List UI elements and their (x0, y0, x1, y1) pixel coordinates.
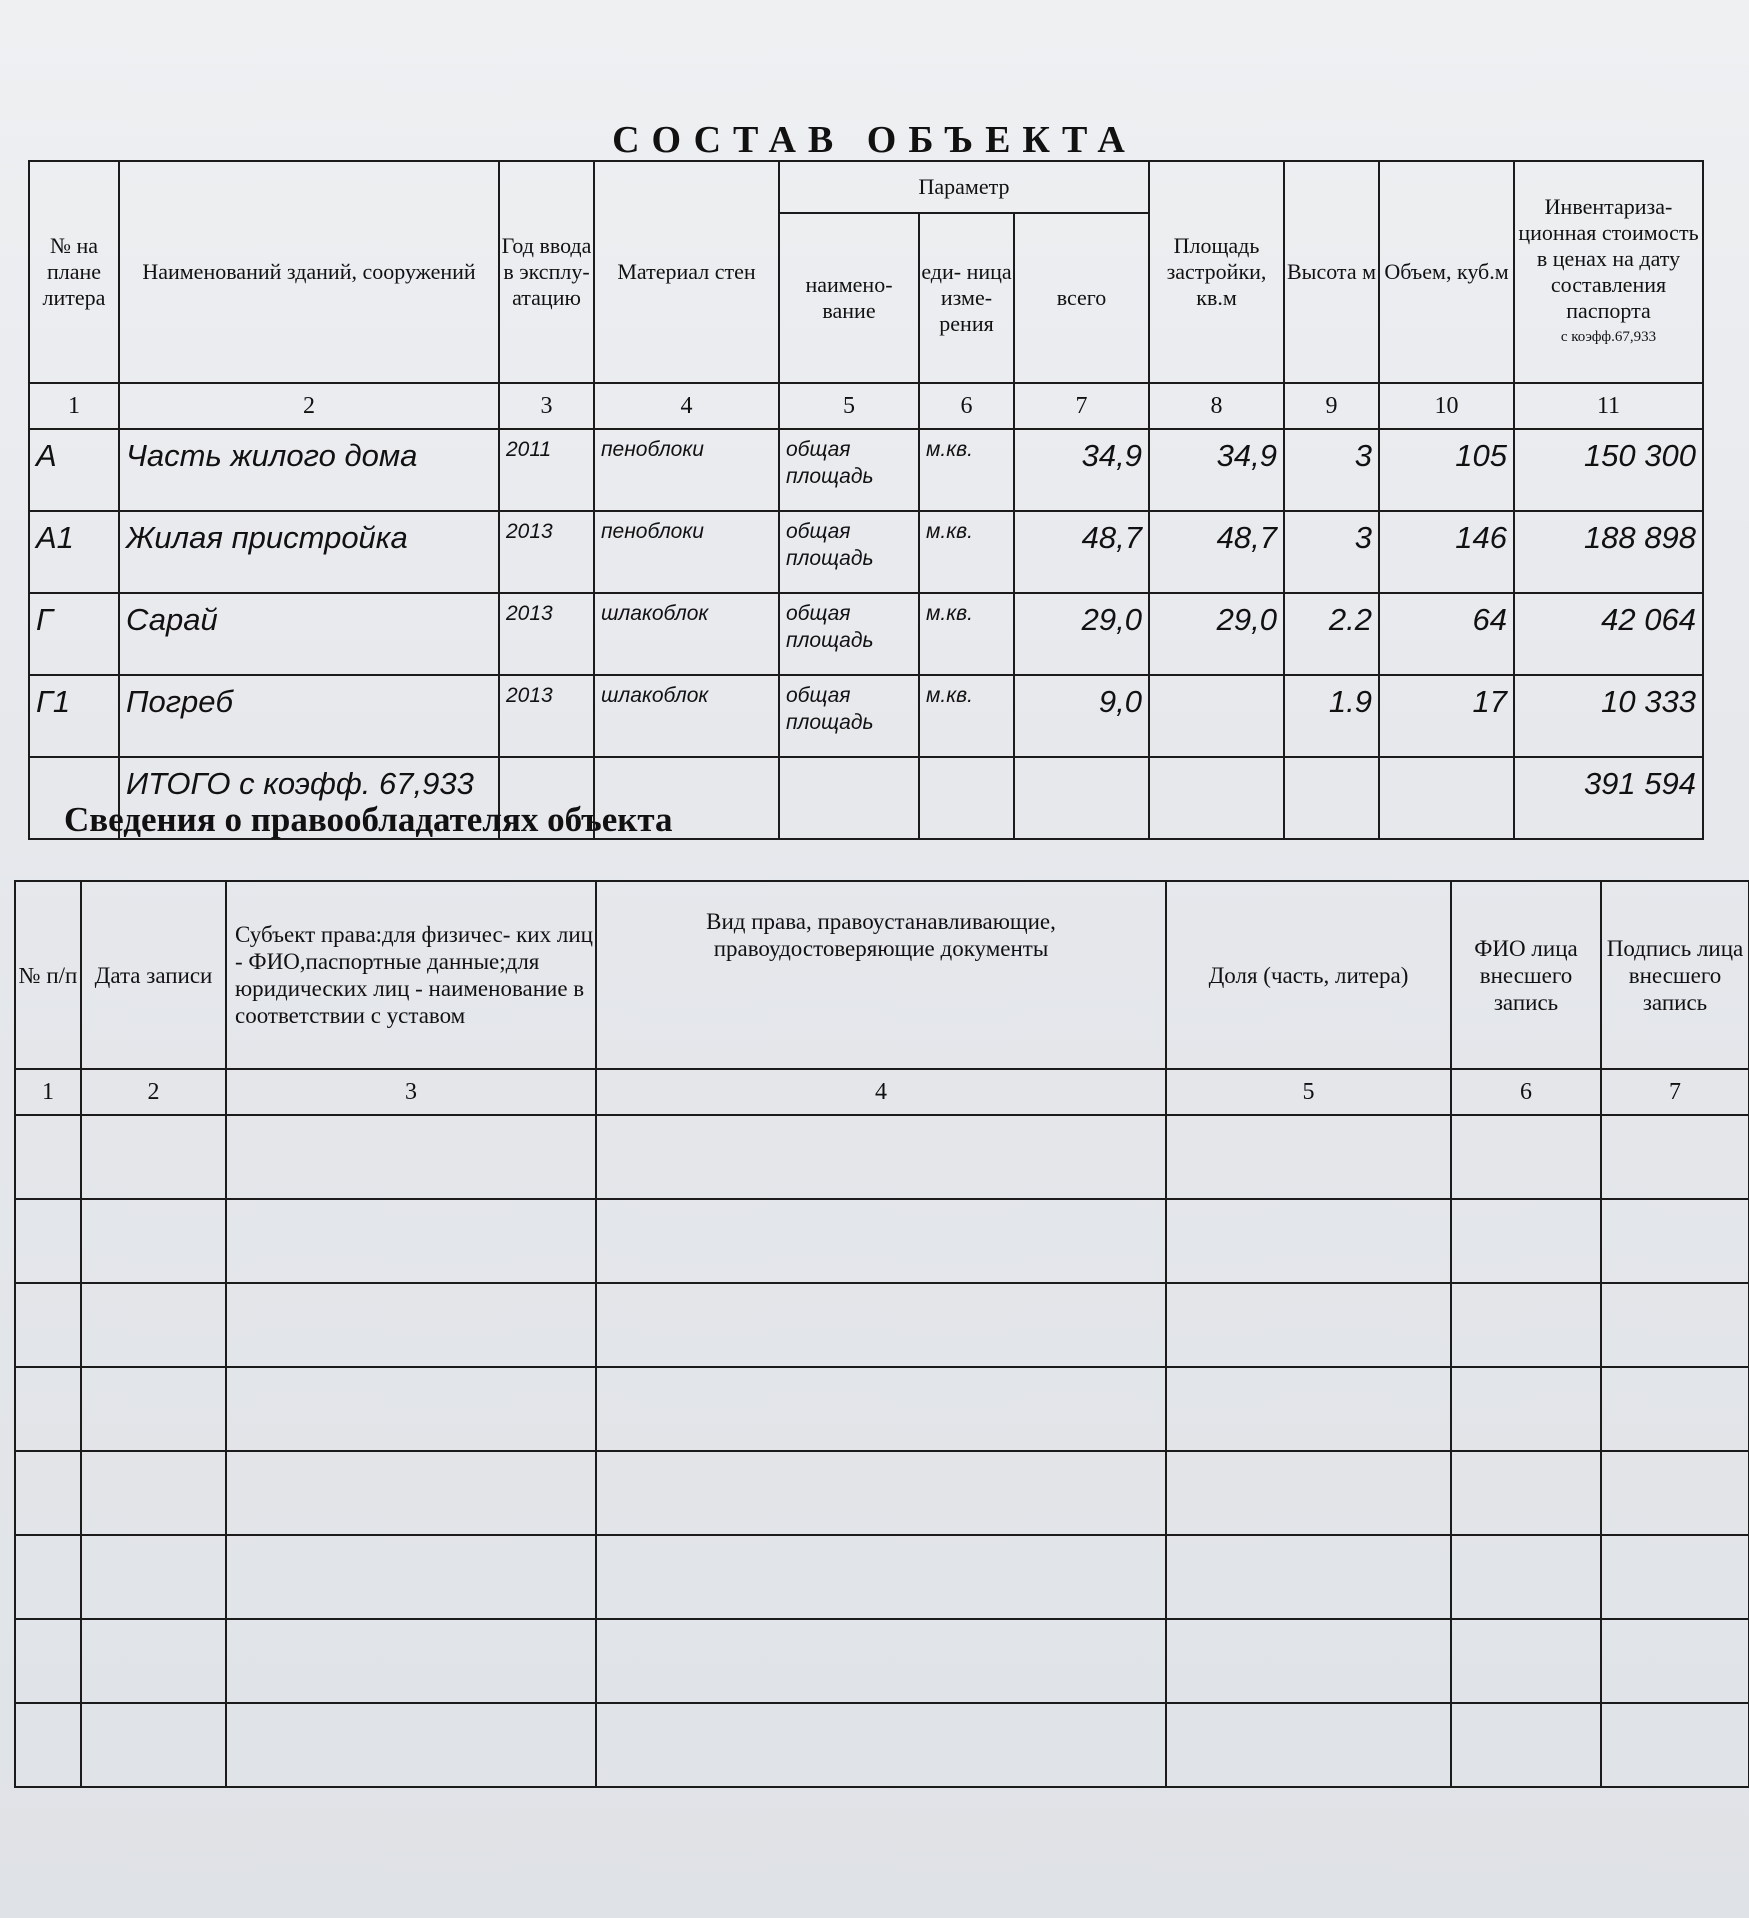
cell-empty (1166, 1199, 1451, 1283)
cell-empty (81, 1115, 226, 1199)
owners-section-title: Сведения о правообладателях объекта (64, 800, 673, 839)
cell-unit: м.кв. (919, 675, 1014, 757)
cell-empty (1601, 1619, 1749, 1703)
header-rights-subject: Субъект права:для физичес- ких лиц - ФИО,паспортные данные;для юридических лиц - наименование в соответствии с уставом (226, 881, 596, 1069)
empty-row (15, 1703, 1749, 1787)
cell-empty (1166, 1451, 1451, 1535)
cell-year: 2011 (499, 429, 594, 511)
header-entry-date: Дата записи (81, 881, 226, 1069)
cell-empty (15, 1619, 81, 1703)
cell-year: 2013 (499, 675, 594, 757)
cell-name: Погреб (119, 675, 499, 757)
col-number: 1 (15, 1069, 81, 1115)
cell-empty (15, 1451, 81, 1535)
cell-empty (1014, 757, 1149, 839)
cell-area (1149, 675, 1284, 757)
cell-empty (1379, 757, 1514, 839)
cell-empty (81, 1451, 226, 1535)
cell-year: 2013 (499, 593, 594, 675)
cell-empty (226, 1535, 596, 1619)
cell-empty (919, 757, 1014, 839)
cell-empty (1451, 1451, 1601, 1535)
cell-empty (1166, 1703, 1451, 1787)
cell-unit: м.кв. (919, 429, 1014, 511)
header-volume: Объем, куб.м (1379, 161, 1514, 383)
cell-empty (596, 1115, 1166, 1199)
col-number: 8 (1149, 383, 1284, 429)
cell-empty (15, 1703, 81, 1787)
col-number: 11 (1514, 383, 1703, 429)
header-built-area: Площадь застройки, кв.м (1149, 161, 1284, 383)
col-number: 7 (1601, 1069, 1749, 1115)
empty-row (15, 1619, 1749, 1703)
cell-empty (81, 1283, 226, 1367)
cell-volume: 146 (1379, 511, 1514, 593)
cell-empty (1451, 1619, 1601, 1703)
cell-empty (1166, 1367, 1451, 1451)
cell-empty (1451, 1115, 1601, 1199)
cell-empty (1451, 1535, 1601, 1619)
cell-total: 48,7 (1014, 511, 1149, 593)
cell-param: общая площадь (779, 429, 919, 511)
cell-litera: Г (29, 593, 119, 675)
cell-param: общая площадь (779, 511, 919, 593)
cell-empty (1284, 757, 1379, 839)
empty-row (15, 1535, 1749, 1619)
column-numbers-row (15, 1069, 1749, 1115)
cell-empty (1601, 1283, 1749, 1367)
col-number: 10 (1379, 383, 1514, 429)
cell-param: общая площадь (779, 593, 919, 675)
cell-empty (15, 1199, 81, 1283)
header-inventory-cost (1514, 161, 1703, 383)
cell-litera: Г1 (29, 675, 119, 757)
header-share: Доля (часть, литера) (1166, 881, 1451, 1069)
cell-empty (1451, 1703, 1601, 1787)
cell-empty (81, 1367, 226, 1451)
cell-empty (226, 1283, 596, 1367)
cell-height: 3 (1284, 429, 1379, 511)
cell-unit: м.кв. (919, 593, 1014, 675)
cell-empty (226, 1367, 596, 1451)
cell-material: шлакоблок (594, 593, 779, 675)
cell-unit: м.кв. (919, 511, 1014, 593)
table-row (29, 675, 1703, 757)
header-param-total: всего (1014, 213, 1149, 383)
cell-material: пеноблоки (594, 511, 779, 593)
header-building-name: Наименований зданий, сооружений (119, 161, 499, 383)
header-param-unit: еди- ница изме- рения (919, 213, 1014, 383)
cell-empty (1451, 1367, 1601, 1451)
header-entry-signature: Подпись лица внесшего запись (1601, 881, 1749, 1069)
col-number: 6 (1451, 1069, 1601, 1115)
cell-volume: 17 (1379, 675, 1514, 757)
cell-name: Часть жилого дома (119, 429, 499, 511)
col-number: 9 (1284, 383, 1379, 429)
cell-empty (81, 1619, 226, 1703)
cell-cost: 10 333 (1514, 675, 1703, 757)
cell-empty (1166, 1619, 1451, 1703)
col-number: 5 (779, 383, 919, 429)
cell-area: 29,0 (1149, 593, 1284, 675)
cell-total: 29,0 (1014, 593, 1149, 675)
cell-material: шлакоблок (594, 675, 779, 757)
owners-table (14, 880, 1749, 1788)
cell-empty (226, 1703, 596, 1787)
inventory-cost-label: Инвентариза- ционная стоимость в ценах на дату составления паспорта (1518, 194, 1699, 323)
cell-empty (596, 1451, 1166, 1535)
table-row (29, 511, 1703, 593)
cell-year: 2013 (499, 511, 594, 593)
header-plan-number: № на плане литера (29, 161, 119, 383)
table-row (29, 429, 1703, 511)
cell-empty (15, 1283, 81, 1367)
header-height: Высота м (1284, 161, 1379, 383)
table-row (29, 593, 1703, 675)
cell-empty (15, 1535, 81, 1619)
header-entry-author: ФИО лица внесшего запись (1451, 881, 1601, 1069)
cell-height: 2.2 (1284, 593, 1379, 675)
cell-empty (81, 1535, 226, 1619)
page-title: СОСТАВ ОБЪЕКТА (612, 119, 1137, 161)
col-number: 3 (226, 1069, 596, 1115)
object-composition-table (28, 160, 1704, 840)
cell-litera: А1 (29, 511, 119, 593)
cell-empty (226, 1115, 596, 1199)
cell-total: 9,0 (1014, 675, 1149, 757)
cell-empty (226, 1451, 596, 1535)
cell-empty (226, 1619, 596, 1703)
total-label: ИТОГО с коэфф. 67,933 (119, 757, 499, 839)
cell-empty (596, 1367, 1166, 1451)
cell-empty (1601, 1115, 1749, 1199)
cell-material: пеноблоки (594, 429, 779, 511)
header-year: Год ввода в эксплу- атацию (499, 161, 594, 383)
cell-empty (81, 1199, 226, 1283)
cell-empty (596, 1703, 1166, 1787)
col-number: 3 (499, 383, 594, 429)
cell-height: 3 (1284, 511, 1379, 593)
cell-empty (779, 757, 919, 839)
cell-empty (1601, 1199, 1749, 1283)
col-number: 1 (29, 383, 119, 429)
cell-litera: А (29, 429, 119, 511)
cell-total: 34,9 (1014, 429, 1149, 511)
cell-empty (596, 1619, 1166, 1703)
cell-volume: 105 (1379, 429, 1514, 511)
cell-name: Жилая пристройка (119, 511, 499, 593)
empty-row (15, 1115, 1749, 1199)
cell-empty (596, 1535, 1166, 1619)
empty-row (15, 1283, 1749, 1367)
header-parameter: Параметр (779, 161, 1149, 213)
header-right-type: Вид права, правоустанавливающие, правоудостоверяющие документы (596, 881, 1166, 1069)
empty-row (15, 1451, 1749, 1535)
inventory-cost-note: с коэфф.67,933 (1560, 329, 1657, 345)
cell-empty (1451, 1199, 1601, 1283)
col-number: 6 (919, 383, 1014, 429)
cell-area: 48,7 (1149, 511, 1284, 593)
column-numbers-row (29, 383, 1703, 429)
cell-empty (226, 1199, 596, 1283)
cell-empty (1166, 1283, 1451, 1367)
header-param-name: наимено- вание (779, 213, 919, 383)
col-number: 4 (596, 1069, 1166, 1115)
cell-empty (1601, 1367, 1749, 1451)
empty-row (15, 1199, 1749, 1283)
cell-empty (1451, 1283, 1601, 1367)
header-wall-material: Материал стен (594, 161, 779, 383)
header-entry-number: № п/п (15, 881, 81, 1069)
cell-volume: 64 (1379, 593, 1514, 675)
cell-name: Сарай (119, 593, 499, 675)
empty-row (15, 1367, 1749, 1451)
cell-param: общая площадь (779, 675, 919, 757)
cell-cost: 150 300 (1514, 429, 1703, 511)
cell-height: 1.9 (1284, 675, 1379, 757)
col-number: 7 (1014, 383, 1149, 429)
cell-empty (596, 1283, 1166, 1367)
cell-empty (15, 1367, 81, 1451)
cell-cost: 42 064 (1514, 593, 1703, 675)
cell-empty (15, 1115, 81, 1199)
col-number: 2 (81, 1069, 226, 1115)
cell-empty (1149, 757, 1284, 839)
col-number: 4 (594, 383, 779, 429)
cell-empty (1601, 1451, 1749, 1535)
cell-cost: 188 898 (1514, 511, 1703, 593)
cell-empty (1601, 1535, 1749, 1619)
cell-empty (1601, 1703, 1749, 1787)
total-value: 391 594 (1514, 757, 1703, 839)
cell-empty (596, 1199, 1166, 1283)
cell-empty (1166, 1115, 1451, 1199)
col-number: 5 (1166, 1069, 1451, 1115)
col-number: 2 (119, 383, 499, 429)
cell-empty (1166, 1535, 1451, 1619)
cell-empty (81, 1703, 226, 1787)
cell-area: 34,9 (1149, 429, 1284, 511)
